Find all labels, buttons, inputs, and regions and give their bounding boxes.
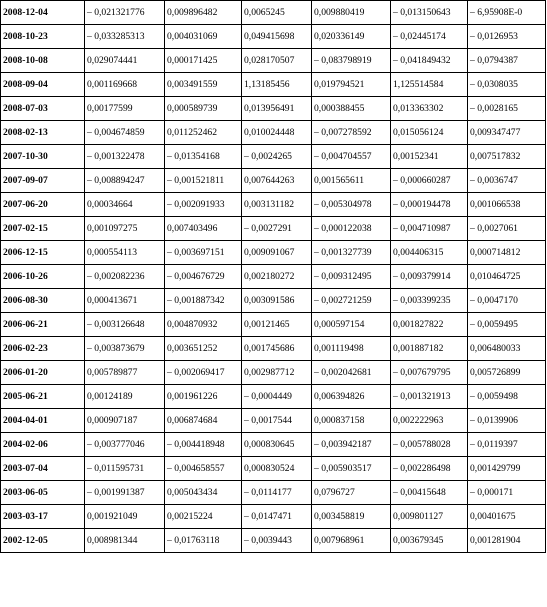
value-cell: 1,13185456 [242,73,312,97]
value-cell: – 0,001991387 [85,481,165,505]
value-cell: – 0,0017544 [242,409,312,433]
value-cell: 0,00215224 [165,505,242,529]
value-cell: – 0,005788028 [391,433,468,457]
value-cell: 0,001169668 [85,73,165,97]
value-cell: 0,049415698 [242,25,312,49]
value-cell: – 0,002721259 [312,289,391,313]
table-row [1,289,546,313]
value-cell: 0,000907187 [85,409,165,433]
value-cell: – 0,001887342 [165,289,242,313]
date-cell: 2008-02-13 [1,121,85,145]
value-cell: 0,000413671 [85,289,165,313]
table-row [1,1,546,25]
value-cell: 0,000830645 [242,433,312,457]
table-row [1,529,546,553]
value-cell: 0,007644263 [242,169,312,193]
value-cell: – 0,005304978 [312,193,391,217]
value-cell: – 0,011595731 [85,457,165,481]
value-cell: 0,00034664 [85,193,165,217]
value-cell: 0,003491559 [165,73,242,97]
value-cell: 0,003679345 [391,529,468,553]
table-row [1,481,546,505]
table-row [1,337,546,361]
value-cell: – 0,002286498 [391,457,468,481]
value-cell: – 0,0119397 [468,433,546,457]
value-cell: – 0,001327739 [312,241,391,265]
table-row [1,49,546,73]
value-cell: – 6,95908E-0 [468,1,546,25]
value-cell: 0,001429799 [468,457,546,481]
value-cell: 0,00121465 [242,313,312,337]
value-cell: 0,00152341 [391,145,468,169]
value-cell: – 0,000194478 [391,193,468,217]
value-cell: – 0,001322478 [85,145,165,169]
value-cell: – 0,0794387 [468,49,546,73]
value-cell: 0,005726899 [468,361,546,385]
value-cell: – 0,003697151 [165,241,242,265]
value-cell: 0,0796727 [312,481,391,505]
value-cell: 0,000171425 [165,49,242,73]
date-cell: 2008-12-04 [1,1,85,25]
table-row [1,25,546,49]
date-cell: 2007-09-07 [1,169,85,193]
date-cell: 2006-06-21 [1,313,85,337]
value-cell: – 0,0059495 [468,313,546,337]
value-cell: 0,002180272 [242,265,312,289]
value-cell: 0,00401675 [468,505,546,529]
value-cell: 0,008981344 [85,529,165,553]
value-cell: 0,005789877 [85,361,165,385]
table-row [1,313,546,337]
value-cell: 0,001565611 [312,169,391,193]
table-row [1,265,546,289]
value-cell: – 0,041849432 [391,49,468,73]
value-cell: 1,125514584 [391,73,468,97]
value-cell: – 0,003399235 [391,289,468,313]
value-cell: 0,00124189 [85,385,165,409]
value-cell: – 0,02445174 [391,25,468,49]
value-cell: 0,009896482 [165,1,242,25]
date-cell: 2008-07-03 [1,97,85,121]
date-cell: 2002-12-05 [1,529,85,553]
value-cell: 0,019794521 [312,73,391,97]
value-cell: – 0,009379914 [391,265,468,289]
value-cell: 0,013363302 [391,97,468,121]
value-cell: 0,009091067 [242,241,312,265]
table-row [1,409,546,433]
value-cell: – 0,003777046 [85,433,165,457]
value-cell: – 0,003942187 [312,433,391,457]
value-cell: – 0,00415648 [391,481,468,505]
date-cell: 2007-10-30 [1,145,85,169]
value-cell: – 0,007679795 [391,361,468,385]
date-cell: 2006-08-30 [1,289,85,313]
value-cell: – 0,004658557 [165,457,242,481]
value-cell: – 0,0059498 [468,385,546,409]
date-cell: 2007-02-15 [1,217,85,241]
table-row [1,217,546,241]
value-cell: 0,004406315 [391,241,468,265]
value-cell: – 0,001321913 [391,385,468,409]
value-cell: 0,007968961 [312,529,391,553]
value-cell: 0,006874684 [165,409,242,433]
value-cell: 0,006394826 [312,385,391,409]
table-row [1,385,546,409]
date-cell: 2008-10-23 [1,25,85,49]
value-cell: – 0,0147471 [242,505,312,529]
value-cell: – 0,0126953 [468,25,546,49]
date-cell: 2004-02-06 [1,433,85,457]
value-cell: 0,003651252 [165,337,242,361]
value-cell: 0,001097275 [85,217,165,241]
value-cell: – 0,002082236 [85,265,165,289]
value-cell: 0,003091586 [242,289,312,313]
value-cell: – 0,003126648 [85,313,165,337]
value-cell: 0,000597154 [312,313,391,337]
value-cell: 0,004031069 [165,25,242,49]
date-cell: 2004-04-01 [1,409,85,433]
value-cell: 0,004870932 [165,313,242,337]
value-cell: 0,000714812 [468,241,546,265]
date-cell: 2003-03-17 [1,505,85,529]
value-cell: – 0,0028165 [468,97,546,121]
value-cell: 0,003131182 [242,193,312,217]
value-cell: 0,005043434 [165,481,242,505]
value-cell: 0,001745686 [242,337,312,361]
table-body [1,1,546,553]
value-cell: – 0,000122038 [312,217,391,241]
table-row [1,73,546,97]
table-row [1,433,546,457]
table-row [1,121,546,145]
value-cell: – 0,004710987 [391,217,468,241]
value-cell: – 0,0308035 [468,73,546,97]
date-cell: 2005-06-21 [1,385,85,409]
value-cell: 0,015056124 [391,121,468,145]
value-cell: 0,0065245 [242,1,312,25]
value-cell: – 0,008894247 [85,169,165,193]
date-cell: 2003-07-04 [1,457,85,481]
value-cell: 0,002987712 [242,361,312,385]
value-cell: 0,020336149 [312,25,391,49]
value-cell: 0,000830524 [242,457,312,481]
value-cell: 0,000837158 [312,409,391,433]
value-cell: 0,002222963 [391,409,468,433]
value-cell: 0,000388455 [312,97,391,121]
value-cell: 0,011252462 [165,121,242,145]
table-row [1,457,546,481]
value-cell: – 0,002069417 [165,361,242,385]
value-cell: – 0,0027061 [468,217,546,241]
value-cell: 0,009880419 [312,1,391,25]
value-cell: 0,028170507 [242,49,312,73]
value-cell: – 0,021321776 [85,1,165,25]
value-cell: 0,009347477 [468,121,546,145]
value-cell: – 0,009312495 [312,265,391,289]
value-cell: – 0,004704557 [312,145,391,169]
value-cell: 0,029074441 [85,49,165,73]
table-row [1,145,546,169]
table-row [1,241,546,265]
value-cell: 0,000554113 [85,241,165,265]
date-cell: 2006-10-26 [1,265,85,289]
date-cell: 2008-09-04 [1,73,85,97]
value-cell: – 0,013150643 [391,1,468,25]
value-cell: – 0,0039443 [242,529,312,553]
value-cell: – 0,0027291 [242,217,312,241]
value-cell: – 0,033285313 [85,25,165,49]
value-cell: 0,006480033 [468,337,546,361]
table-row [1,97,546,121]
value-cell: 0,001921049 [85,505,165,529]
date-cell: 2006-01-20 [1,361,85,385]
value-cell: – 0,002091933 [165,193,242,217]
value-cell: 0,001281904 [468,529,546,553]
value-cell: 0,007403496 [165,217,242,241]
value-cell: – 0,000171 [468,481,546,505]
date-cell: 2007-06-20 [1,193,85,217]
value-cell: 0,00177599 [85,97,165,121]
value-cell: – 0,0047170 [468,289,546,313]
value-cell: – 0,002042681 [312,361,391,385]
value-cell: 0,001119498 [312,337,391,361]
value-cell: 0,010024448 [242,121,312,145]
value-cell: 0,010464725 [468,265,546,289]
value-cell: – 0,001521811 [165,169,242,193]
value-cell: 0,001961226 [165,385,242,409]
value-cell: – 0,0139906 [468,409,546,433]
date-cell: 2006-02-23 [1,337,85,361]
value-cell: 0,000589739 [165,97,242,121]
value-cell: 0,001827822 [391,313,468,337]
date-cell: 2006-12-15 [1,241,85,265]
value-cell: – 0,003873679 [85,337,165,361]
value-cell: – 0,004674859 [85,121,165,145]
value-cell: – 0,0024265 [242,145,312,169]
value-cell: – 0,01763118 [165,529,242,553]
date-cell: 2008-10-08 [1,49,85,73]
value-cell: – 0,004418948 [165,433,242,457]
value-cell: 0,007517832 [468,145,546,169]
value-cell: – 0,0004449 [242,385,312,409]
value-cell: 0,013956491 [242,97,312,121]
value-cell: – 0,083798919 [312,49,391,73]
value-cell: – 0,007278592 [312,121,391,145]
table-row [1,505,546,529]
table-row [1,361,546,385]
value-cell: – 0,005903517 [312,457,391,481]
value-cell: 0,001887182 [391,337,468,361]
value-cell: – 0,0036747 [468,169,546,193]
value-cell: – 0,01354168 [165,145,242,169]
value-cell: – 0,004676729 [165,265,242,289]
value-cell: – 0,0114177 [242,481,312,505]
value-cell: 0,009801127 [391,505,468,529]
value-cell: – 0,000660287 [391,169,468,193]
table-row [1,169,546,193]
value-cell: 0,001066538 [468,193,546,217]
value-cell: 0,003458819 [312,505,391,529]
table-row [1,193,546,217]
date-cell: 2003-06-05 [1,481,85,505]
